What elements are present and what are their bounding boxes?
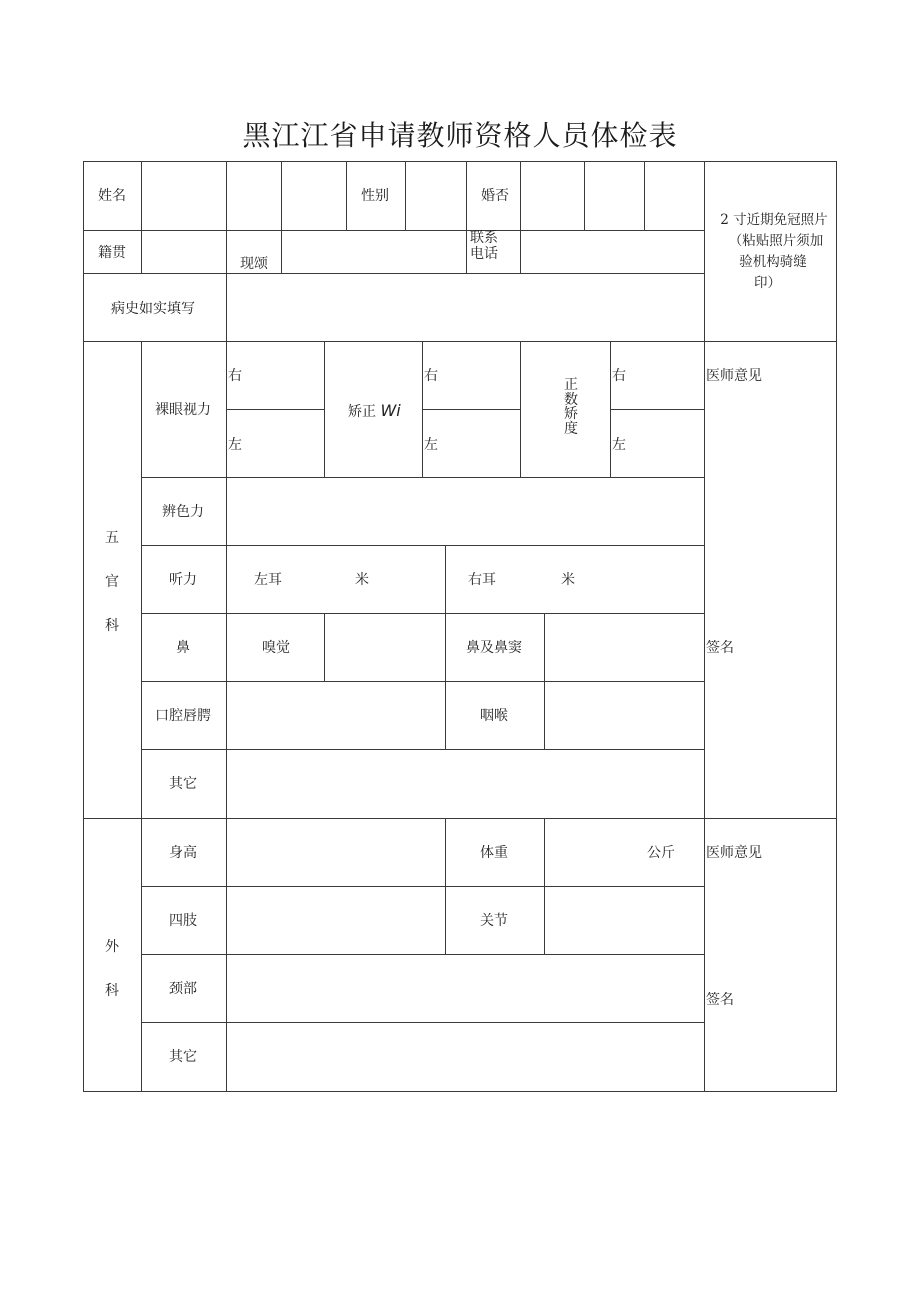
left-eye-label: 左 <box>612 437 626 453</box>
table-border <box>836 161 837 1092</box>
col-line <box>445 545 446 750</box>
row-line <box>141 1022 704 1023</box>
right-eye-label: 右 <box>424 368 438 384</box>
row-line <box>141 681 704 682</box>
col-line <box>520 161 521 273</box>
height-label: 身高 <box>169 845 197 861</box>
left-eye-label: 左 <box>228 437 242 453</box>
smell-label: 嗅觉 <box>262 640 290 656</box>
meter-unit: 米 <box>355 572 369 588</box>
surgery-other-label: 其它 <box>169 1049 197 1065</box>
table-border <box>83 1091 836 1092</box>
table-border <box>83 161 84 1092</box>
ent-signature: 签名 <box>706 640 734 656</box>
photo-note: （粘贴照片须加 <box>728 232 824 249</box>
col-line <box>466 161 467 273</box>
neck-label: 颈部 <box>169 981 197 997</box>
ent-other-label: 其它 <box>169 776 197 792</box>
col-line <box>520 341 521 478</box>
native-place-label: 籍贯 <box>98 245 126 261</box>
right-eye-label: 右 <box>228 368 242 384</box>
table-border <box>83 161 836 162</box>
photo-note: 验机构骑缝 <box>739 253 807 270</box>
left-eye-label: 左 <box>424 437 438 453</box>
meter-unit: 米 <box>561 572 575 588</box>
naked-eye-vision-label: 裸眼视力 <box>155 402 211 418</box>
col-line <box>141 341 142 1092</box>
row-line <box>226 409 324 410</box>
surgery-signature: 签名 <box>706 992 734 1008</box>
col-line <box>281 161 282 273</box>
col-line <box>584 161 585 230</box>
phone-label-line2: 电话 <box>470 246 498 262</box>
surgery-section-label: 外 科 <box>105 939 119 999</box>
row-line <box>422 409 520 410</box>
col-line <box>644 161 645 230</box>
row-line <box>83 818 836 819</box>
row-line <box>141 477 704 478</box>
right-eye-label: 右 <box>612 368 626 384</box>
ent-doctor-opinion: 医师意见 <box>706 368 762 384</box>
gender-label: 性别 <box>361 188 389 204</box>
row-line <box>141 749 704 750</box>
col-line <box>226 341 227 1092</box>
sinus-label: 鼻及鼻窦 <box>466 640 522 656</box>
row-line <box>83 341 836 342</box>
row-line <box>83 230 704 231</box>
oral-label: 口腔唇腭 <box>155 708 211 724</box>
surgery-doctor-opinion: 医师意见 <box>706 845 762 861</box>
hearing-label: 听力 <box>169 572 197 588</box>
marital-label: 婚否 <box>481 188 509 204</box>
nose-label: 鼻 <box>176 640 190 656</box>
form-title: 黑江江省申请教师资格人员体检表 <box>242 119 678 152</box>
name-label: 姓名 <box>98 188 126 204</box>
joints-label: 关节 <box>480 913 508 929</box>
col-line <box>324 341 325 478</box>
col-line <box>704 161 705 1092</box>
weight-label: 体重 <box>480 845 508 861</box>
kg-unit: 公斤 <box>647 845 675 861</box>
corrected-vision-label: 矫正 Wi <box>348 401 401 420</box>
row-line <box>610 409 704 410</box>
correction-degree-label: 正 数 矫 度 <box>564 377 578 438</box>
col-line <box>405 161 406 230</box>
photo-area <box>706 210 836 294</box>
throat-label: 咽喉 <box>480 708 508 724</box>
col-line <box>324 613 325 681</box>
photo-note: 印） <box>754 274 781 291</box>
col-line <box>346 161 347 230</box>
medical-history-label: 病史如实填写 <box>111 301 195 317</box>
right-ear-label: 右耳 <box>468 572 496 588</box>
col-line <box>141 161 142 273</box>
row-line <box>141 954 704 955</box>
row-line <box>141 545 704 546</box>
row-line <box>141 613 704 614</box>
left-ear-label: 左耳 <box>254 572 282 588</box>
row-line <box>83 273 704 274</box>
color-vision-label: 辨色力 <box>162 504 204 520</box>
limbs-label: 四肢 <box>169 913 197 929</box>
photo-note: 2 寸近期免冠照片 <box>720 212 828 228</box>
residence-label: 现颂 <box>240 256 268 272</box>
row-line <box>141 886 704 887</box>
ent-section-label: 五 官 科 <box>105 530 119 634</box>
col-line <box>226 161 227 341</box>
phone-label-line1: 联系 <box>470 230 498 246</box>
